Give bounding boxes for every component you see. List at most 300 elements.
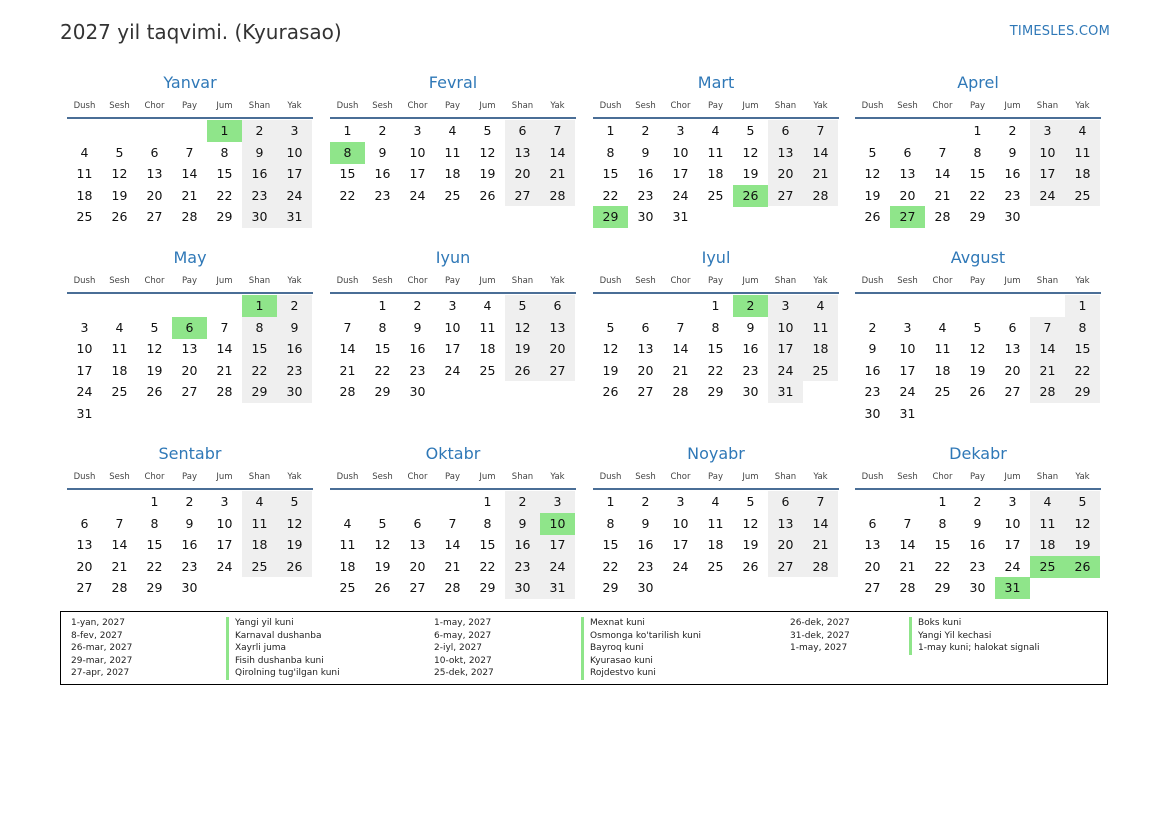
page-title: 2027 yil taqvimi. (Kyurasao) <box>60 20 342 44</box>
site-link[interactable]: TIMESLES.COM <box>1009 24 1110 39</box>
day-cell: 26 <box>111 209 128 225</box>
day-cell: 18 <box>1039 537 1056 553</box>
day-cell: 13 <box>549 319 566 335</box>
day-cell: 4 <box>816 298 825 313</box>
day-cell: 9 <box>378 144 387 160</box>
legend-date: 25-dek, 2027 <box>434 668 494 679</box>
weekday-header <box>67 101 313 114</box>
day-cell: 10 <box>409 144 426 160</box>
day-cell: 10 <box>672 144 689 160</box>
day-cell: 22 <box>1074 362 1091 378</box>
weekday-label: Yak <box>813 101 828 111</box>
day-cell: 1 <box>711 298 720 313</box>
day-cell: 4 <box>448 123 457 138</box>
month-title: Aprel <box>957 73 999 92</box>
weekday-label: Pay <box>182 101 197 111</box>
day-cell: 13 <box>409 537 426 553</box>
day-cell: 9 <box>641 515 650 531</box>
day-cell: 16 <box>864 362 881 378</box>
day-cell: 4 <box>711 494 720 509</box>
day-cell: 5 <box>483 123 492 138</box>
day-cell: 17 <box>549 537 566 553</box>
legend-holiday-name: Kyurasao kuni <box>581 655 701 668</box>
weekday-label: Chor <box>932 472 953 482</box>
day-cell: 22 <box>339 187 356 203</box>
month-title: May <box>173 248 207 267</box>
day-cell: 1 <box>483 494 492 509</box>
day-cell: 6 <box>781 494 790 509</box>
legend-holiday-name: Fisih dushanba kuni <box>226 655 340 668</box>
weekday-label: Jum <box>742 472 759 482</box>
day-cell: 1 <box>378 298 387 313</box>
day-cell: 24 <box>672 558 689 574</box>
day-cell: 4 <box>938 319 947 335</box>
day-cell: 27 <box>181 384 198 400</box>
weekday-label: Chor <box>670 276 691 286</box>
day-cell: 12 <box>479 144 496 160</box>
day-cell: 24 <box>1039 187 1056 203</box>
day-cell: 26 <box>742 558 759 574</box>
day-cell: 14 <box>549 144 566 160</box>
day-cell: 18 <box>707 166 724 182</box>
day-cell: 3 <box>781 298 790 313</box>
day-cell: 29 <box>969 209 986 225</box>
weekday-label: Jum <box>479 472 496 482</box>
day-cell: 11 <box>707 144 724 160</box>
day-cell: 10 <box>1004 515 1021 531</box>
header-rule <box>67 117 313 119</box>
weekday-label: Chor <box>144 276 165 286</box>
day-cell: 23 <box>181 558 198 574</box>
day-cell: 17 <box>1004 537 1021 553</box>
legend-dates <box>71 617 132 680</box>
day-cell: 11 <box>444 144 461 160</box>
day-cell: 9 <box>746 319 755 335</box>
day-cell: 2 <box>255 123 264 138</box>
day-cell: 2 <box>973 494 982 509</box>
day-cell: 15 <box>146 537 163 553</box>
day-cell: 25 <box>251 558 268 574</box>
day-cell: 14 <box>899 537 916 553</box>
day-cell: 15 <box>969 166 986 182</box>
day-cell: 28 <box>549 187 566 203</box>
day-cell: 4 <box>343 515 352 531</box>
day-cell: 3 <box>1043 123 1052 138</box>
weekday-label: Chor <box>932 276 953 286</box>
day-cell: 14 <box>111 537 128 553</box>
day-cell: 17 <box>899 362 916 378</box>
header-rule <box>855 488 1101 490</box>
weekday-label: Sesh <box>897 472 918 482</box>
day-cell: 23 <box>1004 187 1021 203</box>
weekday-header <box>330 276 576 289</box>
day-cell: 18 <box>444 166 461 182</box>
day-cell: 22 <box>251 362 268 378</box>
day-cell: 28 <box>672 384 689 400</box>
holiday-date: 8 <box>330 142 365 164</box>
day-cell: 6 <box>150 144 159 160</box>
day-cell: 30 <box>637 580 654 596</box>
day-cell: 5 <box>518 298 527 313</box>
header-rule <box>593 117 839 119</box>
holiday-date: 1 <box>207 120 242 142</box>
weekday-label: Pay <box>970 101 985 111</box>
day-cell: 28 <box>1039 384 1056 400</box>
day-cell: 13 <box>864 537 881 553</box>
weekday-label: Jum <box>216 472 233 482</box>
day-cell: 18 <box>251 537 268 553</box>
day-cell: 15 <box>374 341 391 357</box>
day-cell: 27 <box>76 580 93 596</box>
day-cell: 12 <box>111 166 128 182</box>
weekday-label: Dush <box>73 101 96 111</box>
day-cell: 9 <box>518 515 527 531</box>
day-cell: 25 <box>1074 187 1091 203</box>
day-cell: 6 <box>413 515 422 531</box>
weekday-header <box>855 101 1101 114</box>
day-cell: 27 <box>1004 384 1021 400</box>
weekday-label: Chor <box>932 101 953 111</box>
day-cell: 24 <box>76 384 93 400</box>
header-rule <box>330 292 576 294</box>
day-cell: 4 <box>80 144 89 160</box>
day-cell: 26 <box>374 580 391 596</box>
day-cell: 3 <box>448 298 457 313</box>
day-cell: 5 <box>150 319 159 335</box>
day-cell: 8 <box>711 319 720 335</box>
day-cell: 8 <box>220 144 229 160</box>
day-cell: 28 <box>812 558 829 574</box>
day-cell: 7 <box>676 319 685 335</box>
day-cell: 5 <box>868 144 877 160</box>
day-cell: 7 <box>448 515 457 531</box>
day-cell: 8 <box>150 515 159 531</box>
day-cell: 10 <box>899 341 916 357</box>
day-cell: 15 <box>1074 341 1091 357</box>
day-cell: 16 <box>374 166 391 182</box>
day-cell: 12 <box>602 341 619 357</box>
weekday-label: Shan <box>774 276 797 286</box>
day-cell: 25 <box>812 362 829 378</box>
day-cell: 14 <box>444 537 461 553</box>
day-cell: 12 <box>146 341 163 357</box>
day-cell: 25 <box>707 187 724 203</box>
day-cell: 15 <box>602 166 619 182</box>
day-cell: 14 <box>934 166 951 182</box>
legend-date: 31-dek, 2027 <box>790 630 850 641</box>
day-cell: 2 <box>641 123 650 138</box>
month-title: Oktabr <box>425 444 481 463</box>
day-cell: 9 <box>641 144 650 160</box>
day-cell: 5 <box>973 319 982 335</box>
day-cell: 29 <box>602 580 619 596</box>
day-cell: 11 <box>1039 515 1056 531</box>
day-cell: 26 <box>969 384 986 400</box>
weekday-header <box>67 472 313 485</box>
day-cell: 8 <box>1078 319 1087 335</box>
day-cell: 20 <box>409 558 426 574</box>
day-cell: 4 <box>1043 494 1052 509</box>
weekday-label: Sesh <box>635 101 656 111</box>
day-cell: 15 <box>707 341 724 357</box>
day-cell: 17 <box>216 537 233 553</box>
day-cell: 13 <box>777 515 794 531</box>
weekday-label: Pay <box>445 101 460 111</box>
day-cell: 12 <box>514 319 531 335</box>
day-cell: 19 <box>969 362 986 378</box>
day-cell: 20 <box>899 187 916 203</box>
weekday-label: Shan <box>248 276 271 286</box>
day-cell: 22 <box>374 362 391 378</box>
day-cell: 17 <box>1039 166 1056 182</box>
day-cell: 22 <box>969 187 986 203</box>
day-cell: 16 <box>181 537 198 553</box>
holiday-date: 1 <box>242 295 277 317</box>
month-title: Sentabr <box>158 444 222 463</box>
day-cell: 30 <box>864 406 881 421</box>
header-rule <box>330 117 576 119</box>
day-cell: 8 <box>378 319 387 335</box>
day-cell: 15 <box>934 537 951 553</box>
day-cell: 6 <box>781 123 790 138</box>
day-cell: 16 <box>1004 166 1021 182</box>
day-cell: 14 <box>1039 341 1056 357</box>
day-cell: 26 <box>146 384 163 400</box>
day-cell: 21 <box>216 362 233 378</box>
header-rule <box>330 488 576 490</box>
day-cell: 31 <box>286 209 303 225</box>
legend-date: 2-iyl, 2027 <box>434 643 482 654</box>
weekday-label: Jum <box>479 101 496 111</box>
weekday-header <box>593 472 839 485</box>
day-cell: 20 <box>514 166 531 182</box>
weekday-label: Jum <box>216 276 233 286</box>
day-cell: 4 <box>711 123 720 138</box>
day-cell: 20 <box>181 362 198 378</box>
day-cell: 30 <box>181 580 198 596</box>
day-cell: 5 <box>290 494 299 509</box>
weekday-label: Shan <box>511 276 534 286</box>
weekday-label: Jum <box>1004 101 1021 111</box>
day-cell: 26 <box>479 187 496 203</box>
day-cell: 9 <box>1008 144 1017 160</box>
day-cell: 23 <box>742 362 759 378</box>
weekday-label: Yak <box>287 101 302 111</box>
weekday-label: Sesh <box>897 101 918 111</box>
header-rule <box>593 488 839 490</box>
day-cell: 7 <box>220 319 229 335</box>
day-cell: 26 <box>864 209 881 225</box>
header-rule <box>855 292 1101 294</box>
month-title: Avgust <box>950 248 1006 267</box>
day-cell: 19 <box>286 537 303 553</box>
weekday-label: Yak <box>550 101 565 111</box>
day-cell: 10 <box>216 515 233 531</box>
weekday-label: Sesh <box>109 472 130 482</box>
day-cell: 16 <box>514 537 531 553</box>
legend-holiday-name: Boks kuni <box>909 617 1040 630</box>
day-cell: 27 <box>777 187 794 203</box>
legend-holiday-name: Yangi yil kuni <box>226 617 340 630</box>
day-cell: 11 <box>707 515 724 531</box>
day-cell: 6 <box>1008 319 1017 335</box>
day-cell: 3 <box>413 123 422 138</box>
day-cell: 29 <box>374 384 391 400</box>
weekday-header <box>593 276 839 289</box>
legend-names <box>581 617 701 680</box>
day-cell: 7 <box>115 515 124 531</box>
weekday-label: Chor <box>407 101 428 111</box>
day-cell: 14 <box>181 166 198 182</box>
weekday-label: Dush <box>336 101 359 111</box>
day-cell: 3 <box>553 494 562 509</box>
day-cell: 9 <box>290 319 299 335</box>
legend-holiday-name: Karnaval dushanba <box>226 630 340 643</box>
day-cell: 11 <box>76 166 93 182</box>
legend-date: 1-may, 2027 <box>434 618 492 628</box>
day-cell: 30 <box>409 384 426 400</box>
day-cell: 1 <box>606 123 615 138</box>
day-cell: 29 <box>251 384 268 400</box>
legend-dates <box>790 617 850 655</box>
day-cell: 16 <box>637 166 654 182</box>
day-cell: 31 <box>76 406 93 421</box>
day-cell: 17 <box>672 537 689 553</box>
weekday-label: Shan <box>511 101 534 111</box>
day-cell: 22 <box>707 362 724 378</box>
weekday-label: Jum <box>742 276 759 286</box>
day-cell: 31 <box>899 406 916 421</box>
day-cell: 1 <box>1078 298 1087 313</box>
weekday-label: Dush <box>861 472 884 482</box>
day-cell: 12 <box>864 166 881 182</box>
weekday-label: Dush <box>336 472 359 482</box>
day-cell: 7 <box>903 515 912 531</box>
day-cell: 13 <box>181 341 198 357</box>
weekday-label: Chor <box>670 101 691 111</box>
day-cell: 21 <box>549 166 566 182</box>
day-cell: 18 <box>339 558 356 574</box>
day-cell: 19 <box>742 166 759 182</box>
day-cell: 7 <box>1043 319 1052 335</box>
day-cell: 19 <box>742 537 759 553</box>
day-cell: 2 <box>378 123 387 138</box>
day-cell: 14 <box>812 144 829 160</box>
day-cell: 21 <box>444 558 461 574</box>
day-cell: 11 <box>812 319 829 335</box>
weekday-label: Dush <box>599 101 622 111</box>
day-cell: 17 <box>286 166 303 182</box>
day-cell: 7 <box>343 319 352 335</box>
holiday-date: 29 <box>593 206 628 228</box>
day-cell: 22 <box>146 558 163 574</box>
day-cell: 28 <box>899 580 916 596</box>
day-cell: 23 <box>637 187 654 203</box>
day-cell: 25 <box>339 580 356 596</box>
holiday-date: 10 <box>540 513 575 535</box>
day-cell: 1 <box>343 123 352 138</box>
day-cell: 13 <box>777 144 794 160</box>
day-cell: 5 <box>746 494 755 509</box>
day-cell: 21 <box>812 537 829 553</box>
day-cell: 6 <box>553 298 562 313</box>
weekday-label: Yak <box>550 472 565 482</box>
day-cell: 23 <box>409 362 426 378</box>
day-cell: 9 <box>255 144 264 160</box>
legend-holiday-name: Rojdestvo kuni <box>581 667 701 680</box>
day-cell: 14 <box>339 341 356 357</box>
day-cell: 8 <box>606 515 615 531</box>
weekday-label: Dush <box>73 276 96 286</box>
day-cell: 26 <box>286 558 303 574</box>
day-cell: 28 <box>934 209 951 225</box>
day-cell: 29 <box>146 580 163 596</box>
day-cell: 22 <box>934 558 951 574</box>
day-cell: 13 <box>1004 341 1021 357</box>
day-cell: 24 <box>777 362 794 378</box>
day-cell: 16 <box>637 537 654 553</box>
day-cell: 4 <box>1078 123 1087 138</box>
day-cell: 23 <box>374 187 391 203</box>
weekday-label: Sesh <box>109 101 130 111</box>
day-cell: 16 <box>409 341 426 357</box>
weekday-label: Shan <box>774 472 797 482</box>
weekday-label: Shan <box>248 101 271 111</box>
day-cell: 21 <box>934 187 951 203</box>
day-cell: 15 <box>251 341 268 357</box>
weekday-label: Chor <box>670 472 691 482</box>
day-cell: 16 <box>969 537 986 553</box>
day-cell: 2 <box>868 319 877 335</box>
day-cell: 27 <box>409 580 426 596</box>
weekday-label: Yak <box>1075 101 1090 111</box>
legend-date: 27-apr, 2027 <box>71 668 130 679</box>
day-cell: 3 <box>903 319 912 335</box>
day-cell: 7 <box>553 123 562 138</box>
day-cell: 21 <box>339 362 356 378</box>
day-cell: 5 <box>746 123 755 138</box>
day-cell: 28 <box>111 580 128 596</box>
weekday-label: Pay <box>708 276 723 286</box>
day-cell: 2 <box>641 494 650 509</box>
day-cell: 20 <box>1004 362 1021 378</box>
day-cell: 5 <box>378 515 387 531</box>
day-cell: 23 <box>637 558 654 574</box>
weekday-header <box>855 276 1101 289</box>
weekday-label: Jum <box>479 276 496 286</box>
day-cell: 12 <box>286 515 303 531</box>
day-cell: 24 <box>409 187 426 203</box>
weekday-label: Dush <box>861 276 884 286</box>
day-cell: 24 <box>672 187 689 203</box>
day-cell: 17 <box>777 341 794 357</box>
weekday-header <box>67 276 313 289</box>
holiday-date: 2 <box>733 295 768 317</box>
month-title: Fevral <box>428 73 478 92</box>
weekday-header <box>593 101 839 114</box>
month-title: Noyabr <box>687 444 745 463</box>
day-cell: 15 <box>339 166 356 182</box>
weekday-label: Chor <box>144 472 165 482</box>
day-cell: 30 <box>251 209 268 225</box>
day-cell: 22 <box>602 187 619 203</box>
day-cell: 27 <box>777 558 794 574</box>
day-cell: 21 <box>812 166 829 182</box>
day-cell: 25 <box>111 384 128 400</box>
month-title: Iyul <box>701 248 731 267</box>
weekday-label: Sesh <box>372 101 393 111</box>
day-cell: 4 <box>483 298 492 313</box>
